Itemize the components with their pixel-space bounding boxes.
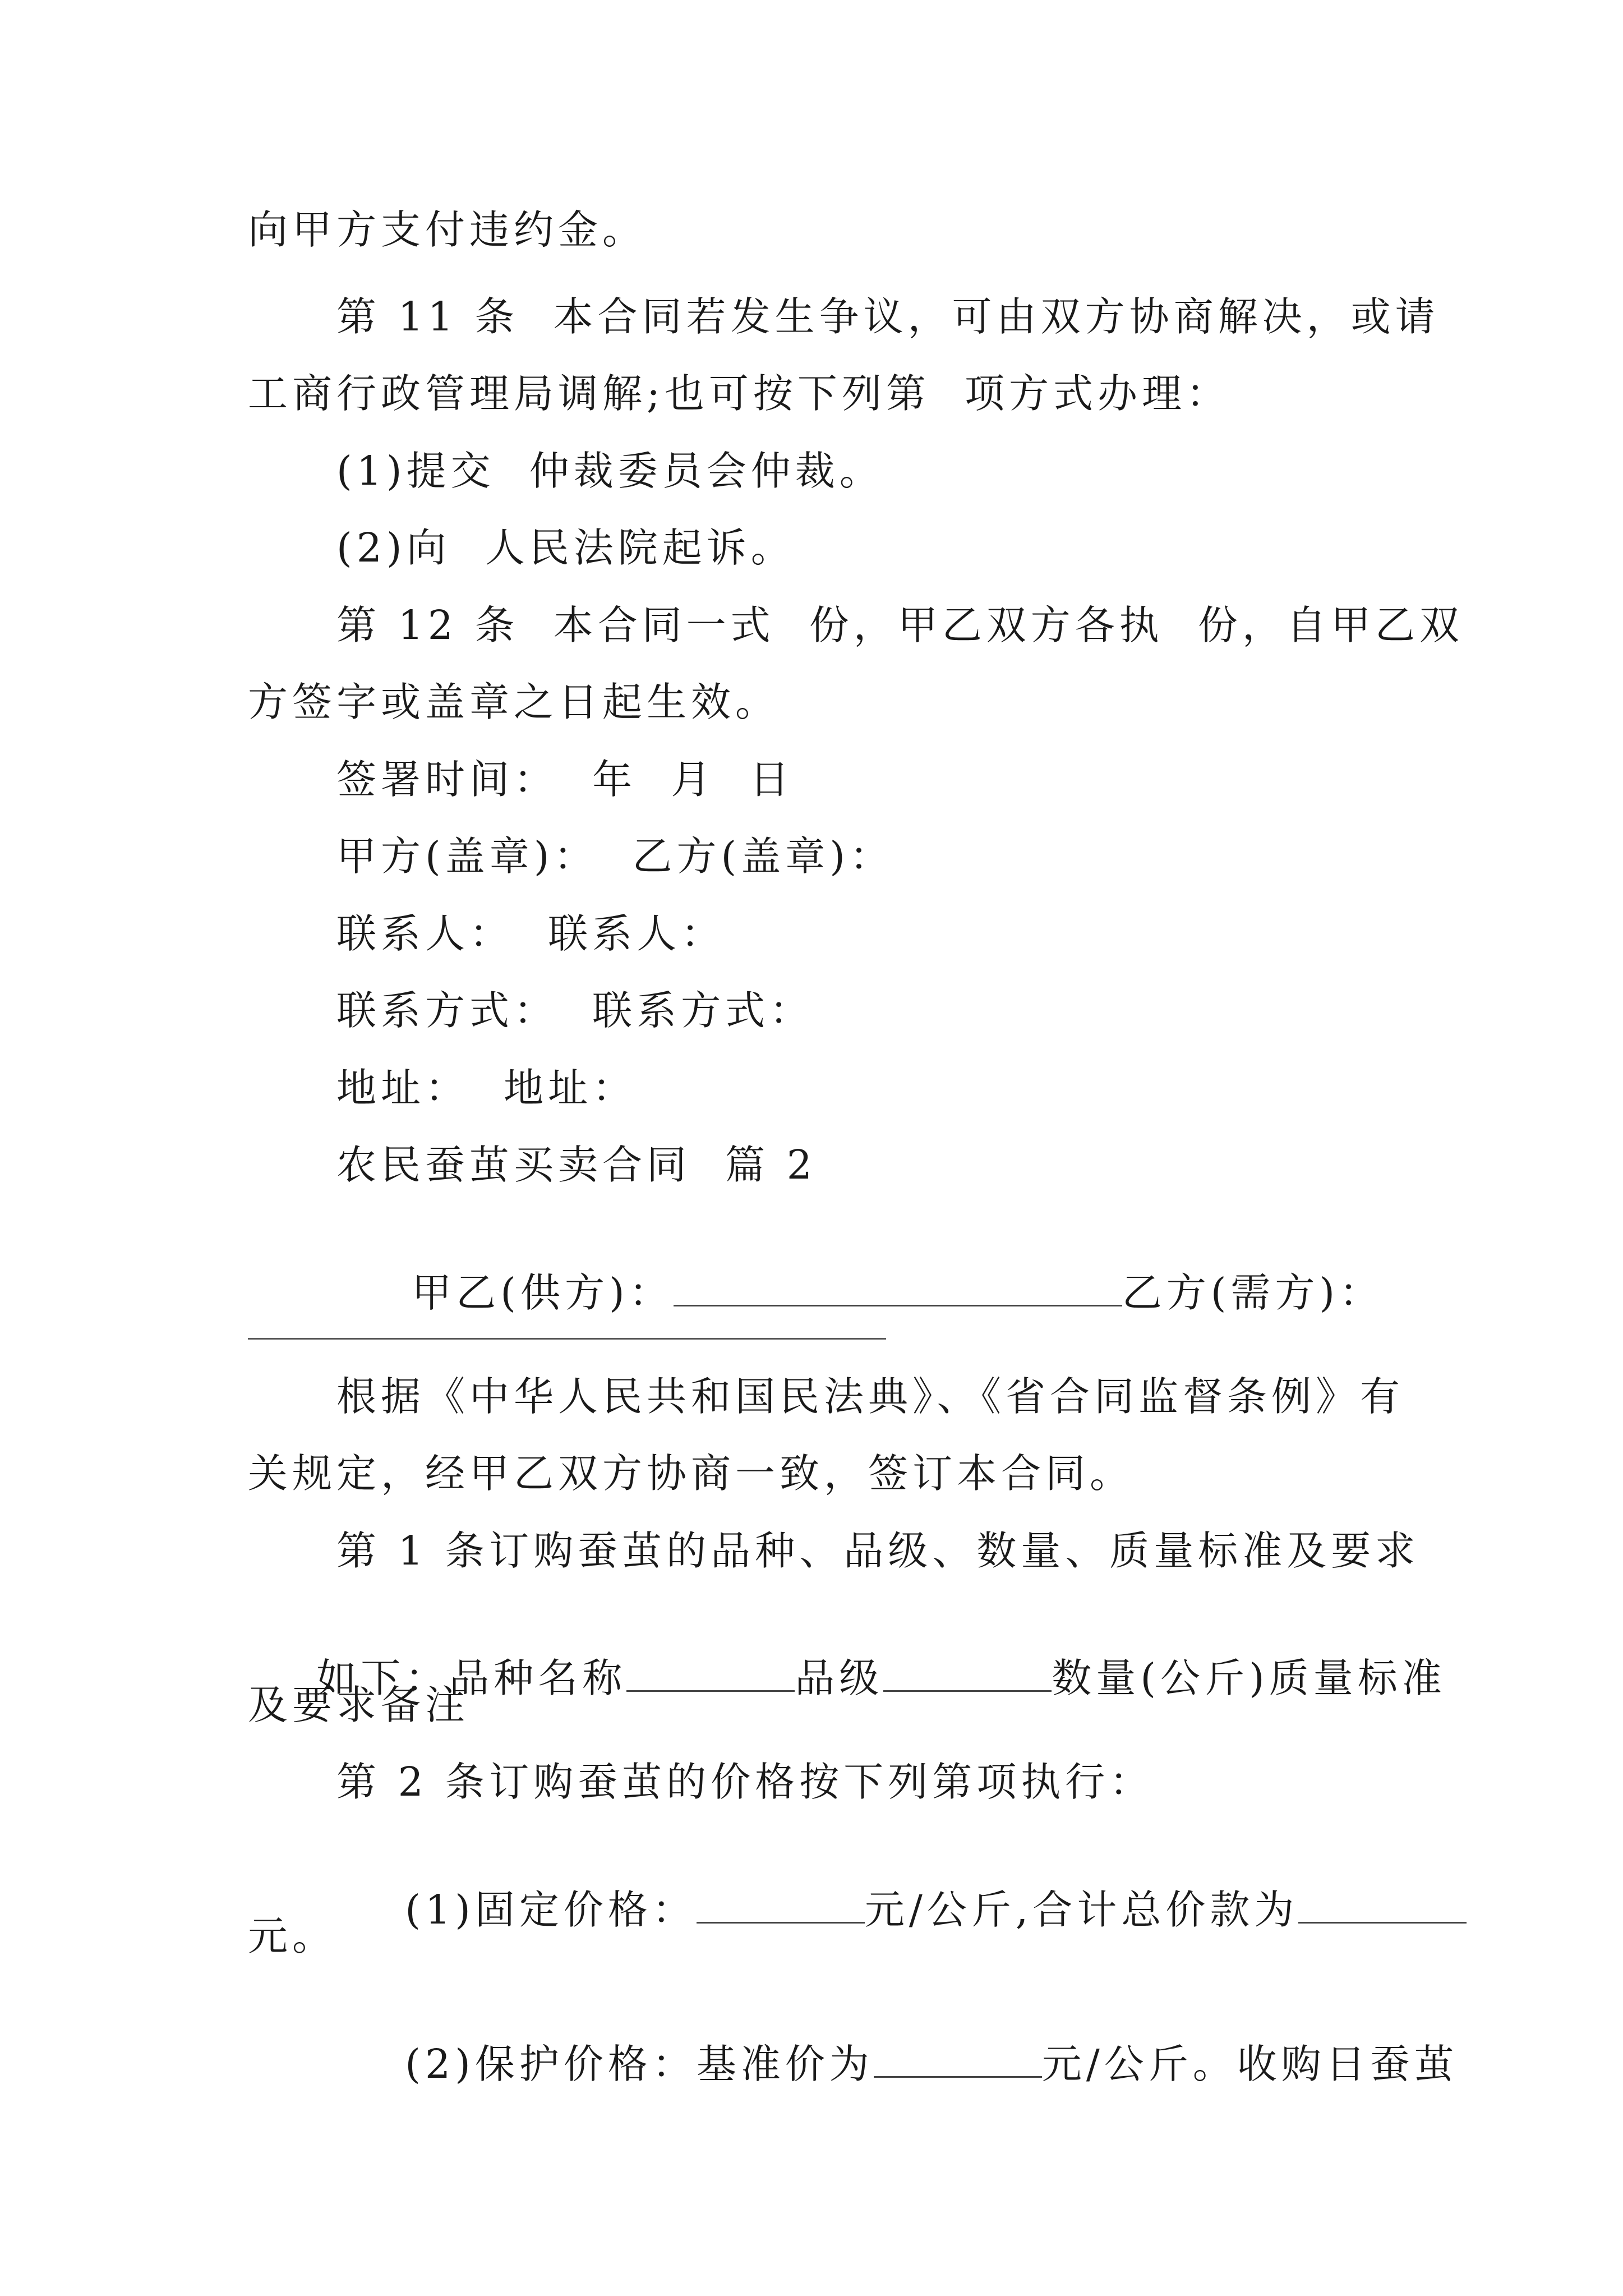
parties-line (343, 1217, 1384, 1369)
total-price-label: 元/公斤,合计总价款为 (864, 1887, 1299, 1933)
paragraph-line: 根据《中华人民共和国民法典》、《省合同监督条例》有 (336, 1373, 1405, 1420)
variety-blank (626, 1655, 795, 1692)
supplier-blank (674, 1270, 1122, 1306)
paragraph-line: (1)提交 仲裁委员会仲裁。 (336, 448, 884, 494)
paragraph-line (248, 1603, 1446, 1754)
contact-person-line: 联系人： 联系人： (336, 910, 726, 957)
variety-label: 如下：品种名称 (316, 1655, 627, 1701)
section-heading: 农民蚕茧买卖合同 篇 2 (336, 1142, 817, 1188)
party-seal-line: 甲方(盖章)： 乙方(盖章)： (336, 833, 894, 880)
paragraph-line: 关规定，经甲乙双方协商一致，签订本合同。 (248, 1450, 1135, 1497)
paragraph-line: 工商行政管理局调解;也可按下列第 项方式办理： (248, 370, 1231, 417)
buyer-label: 乙方(需方)： (1122, 1269, 1384, 1316)
fixed-price-blank (697, 1887, 865, 1924)
supplier-label: 甲乙(供方)： (412, 1269, 674, 1316)
grade-label: 品级 (795, 1655, 884, 1701)
contact-method-line: 联系方式： 联系方式： (336, 987, 814, 1034)
quantity-label: 数量(公斤)质量标准 (1052, 1655, 1446, 1701)
paragraph-line: 元。 (248, 1913, 337, 1959)
signing-date-line: 签署时间： 年 月 日 (336, 756, 794, 803)
paragraph-line: (2)向 人民法院起诉。 (336, 524, 795, 571)
paragraph-line: 方签字或盖章之日起生效。 (248, 679, 780, 725)
protected-price-label: (2)保护价格：基准价为 (405, 2041, 874, 2087)
protected-price-blank (874, 2041, 1042, 2078)
buyer-blank (248, 1338, 886, 1340)
grade-blank (883, 1655, 1052, 1692)
paragraph-line: 第 11 条 本合同若发生争议，可由双方协商解决，或请 (336, 293, 1440, 340)
total-price-blank (1298, 1887, 1467, 1924)
paragraph-line: 及要求备注 (248, 1682, 470, 1728)
address-line: 地址： 地址： (336, 1065, 637, 1111)
purchase-day-label: 元/公斤。收购日蚕茧 (1041, 2041, 1459, 2087)
paragraph-line: 第 12 条 本合同一式 份，甲乙双方各执 份，自甲乙双 (336, 602, 1464, 648)
paragraph-line: 第 1 条订购蚕茧的品种、品级、数量、质量标准及要求 (336, 1527, 1420, 1574)
paragraph-line (336, 1989, 1459, 2140)
paragraph-line: 向甲方支付违约金。 (248, 206, 647, 253)
paragraph-line (336, 1834, 1467, 1986)
paragraph-line: 第 2 条订购蚕茧的价格按下列第项执行： (336, 1759, 1154, 1805)
fixed-price-label: (1)固定价格： (405, 1887, 697, 1933)
